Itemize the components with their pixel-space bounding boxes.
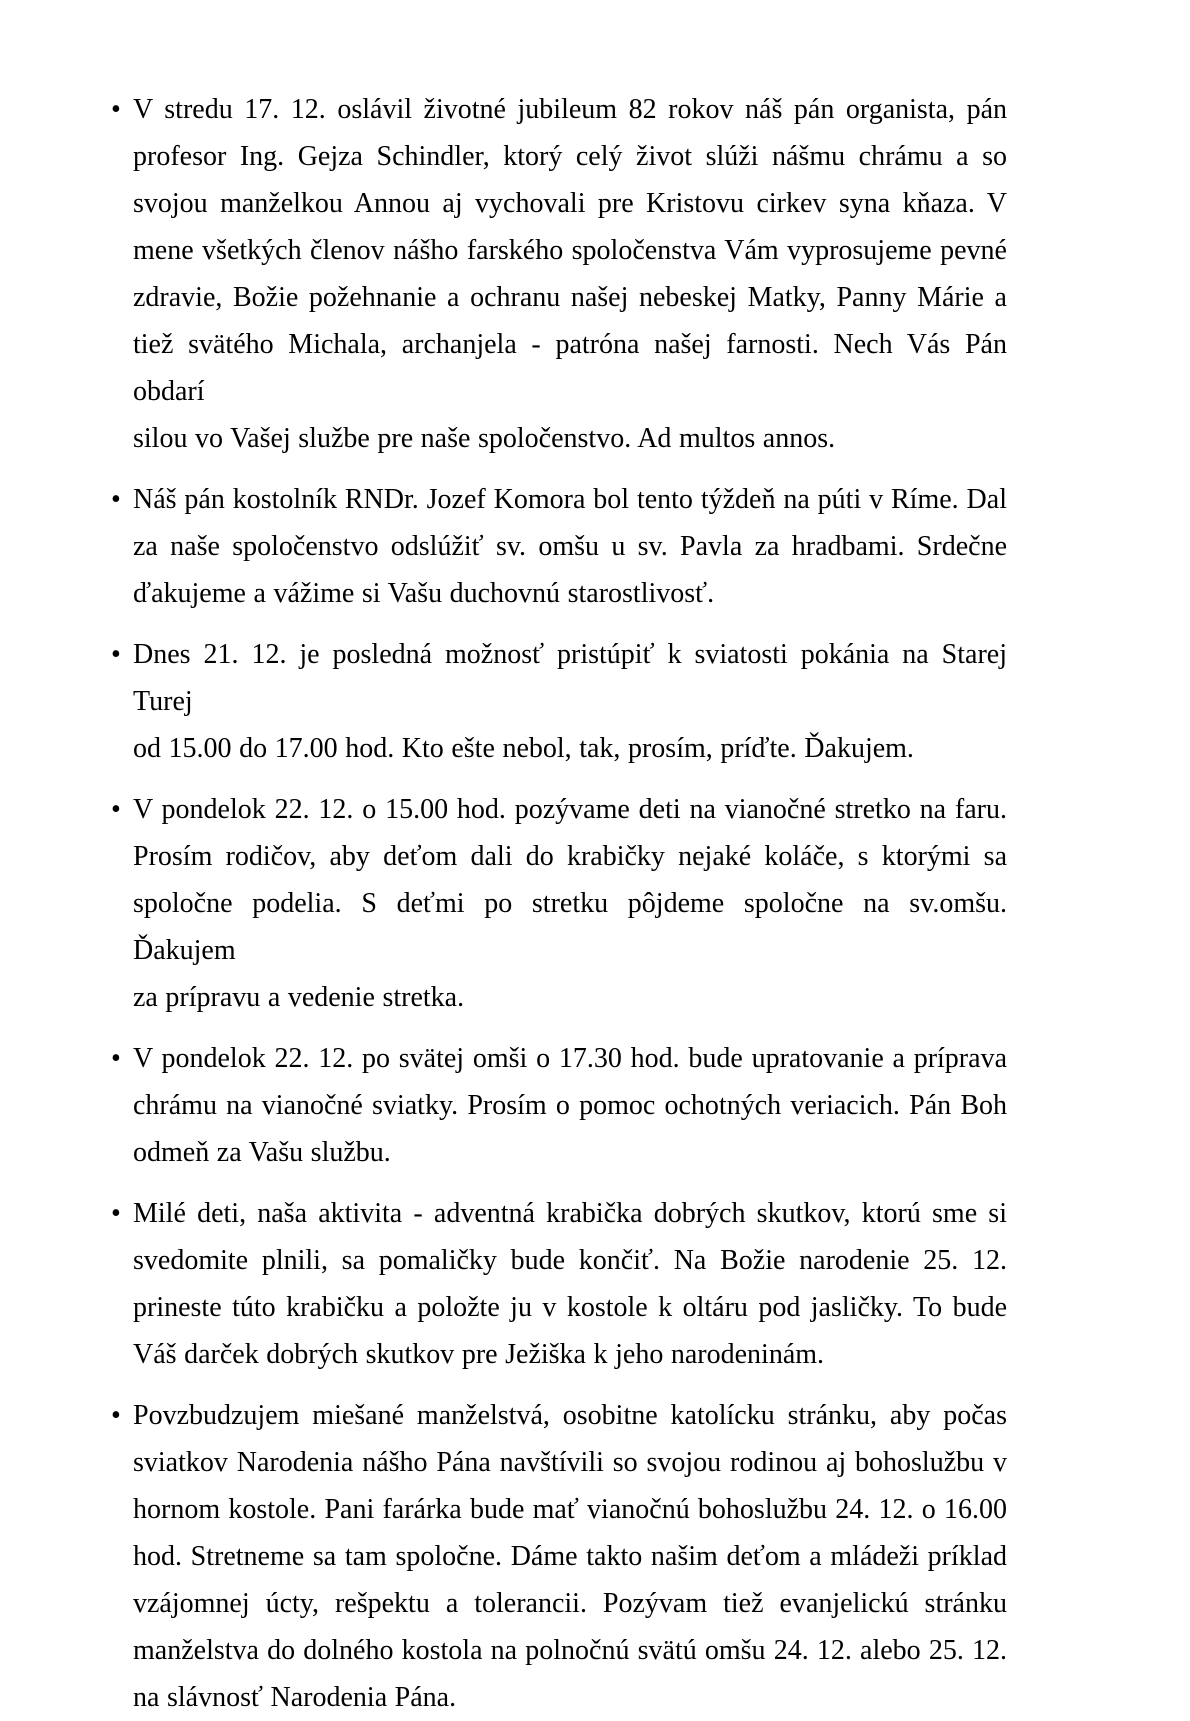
text-line: sviatkov Narodenia nášho Pána navštívili so svojou rodinou aj bohoslužbu v <box>133 1447 1007 1478</box>
list-item <box>110 476 1007 617</box>
text-line: hornom kostole. Pani farárka bude mať vianočnú bohoslužbu 24. 12. o 16.00 <box>133 1494 1007 1525</box>
list-item <box>110 1035 1007 1176</box>
text-line: mene všetkých členov nášho farského spoločenstva Vám vyprosujeme pevné <box>133 235 1007 266</box>
text-line: manželstva do dolného kostola na polnočnú svätú omšu 24. 12. alebo 25. 12. <box>133 1635 1007 1666</box>
text-line: vzájomnej úcty, rešpektu a tolerancii. Pozývam tiež evanjelickú stránku <box>133 1588 1007 1619</box>
text-line: silou vo Vašej službe pre naše spoločenstvo. Ad multos annos. <box>133 423 836 454</box>
text-line: svedomite plnili, sa pomaličky bude končiť. Na Božie narodenie 25. 12. <box>133 1245 1007 1276</box>
bullet-icon: • <box>111 1198 121 1229</box>
text-line: za naše spoločenstvo odslúžiť sv. omšu u sv. Pavla za hradbami. Srdečne <box>133 531 1007 562</box>
list-item <box>110 1392 1007 1721</box>
text-line: od 15.00 do 17.00 hod. Kto ešte nebol, tak, prosím, príďte. Ďakujem. <box>133 733 914 764</box>
bullet-icon: • <box>111 1400 121 1431</box>
text-line: chrámu na vianočné sviatky. Prosím o pomoc ochotných veriacich. Pán Boh <box>133 1090 1007 1121</box>
text-line: na slávnosť Narodenia Pána. <box>133 1682 457 1713</box>
list-item <box>110 1190 1007 1378</box>
text-line: profesor Ing. Gejza Schindler, ktorý celý život slúži nášmu chrámu a so <box>133 141 1007 172</box>
text-line: Prosím rodičov, aby deťom dali do krabičky nejaké koláče, s ktorými sa <box>133 841 1007 872</box>
list-item <box>110 631 1007 772</box>
text-line: Povzbudzujem miešané manželstvá, osobitne katolícku stránku, aby počas <box>133 1400 1007 1431</box>
list-item <box>110 86 1007 462</box>
text-line: Náš pán kostolník RNDr. Jozef Komora bol tento týždeň na púti v Ríme. Dal <box>133 484 1007 515</box>
text-line: zdravie, Božie požehnanie a ochranu našej nebeskej Matky, Panny Márie a <box>133 282 1007 313</box>
announcements-list <box>110 86 1007 1721</box>
text-line: Milé deti, naša aktivita - adventná krabička dobrých skutkov, ktorú sme si <box>133 1198 1007 1229</box>
text-line: svojou manželkou Annou aj vychovali pre Kristovu cirkev syna kňaza. V <box>133 188 1007 219</box>
text-line: Váš darček dobrých skutkov pre Ježiška k jeho narodeninám. <box>133 1339 825 1370</box>
text-line: spoločne podelia. S deťmi po stretku pôjdeme spoločne na sv.omšu. Ďakujem <box>133 888 1007 966</box>
text-line: tiež svätého Michala, archanjela - patróna našej farnosti. Nech Vás Pán obdarí <box>133 329 1007 407</box>
bullet-icon: • <box>111 794 121 825</box>
text-line: hod. Stretneme sa tam spoločne. Dáme takto našim deťom a mládeži príklad <box>133 1541 1007 1572</box>
bullet-icon: • <box>111 639 121 670</box>
text-line: ďakujeme a vážime si Vašu duchovnú starostlivosť. <box>133 578 715 609</box>
text-line: V stredu 17. 12. oslávil životné jubileum 82 rokov náš pán organista, pán <box>133 94 1007 125</box>
text-line: za prípravu a vedenie stretka. <box>133 982 465 1013</box>
text-line: V pondelok 22. 12. o 15.00 hod. pozývame deti na vianočné stretko na faru. <box>133 794 1007 825</box>
text-line: odmeň za Vašu službu. <box>133 1137 391 1168</box>
text-line: V pondelok 22. 12. po svätej omši o 17.30 hod. bude upratovanie a príprava <box>133 1043 1007 1074</box>
text-line: prineste túto krabičku a položte ju v kostole k oltáru pod jasličky. To bude <box>133 1292 1007 1323</box>
bullet-icon: • <box>111 484 121 515</box>
list-item <box>110 786 1007 1021</box>
text-line: Dnes 21. 12. je posledná možnosť pristúpiť k sviatosti pokánia na Starej Turej <box>133 639 1007 717</box>
bullet-icon: • <box>111 1043 121 1074</box>
bullet-icon: • <box>111 94 121 125</box>
